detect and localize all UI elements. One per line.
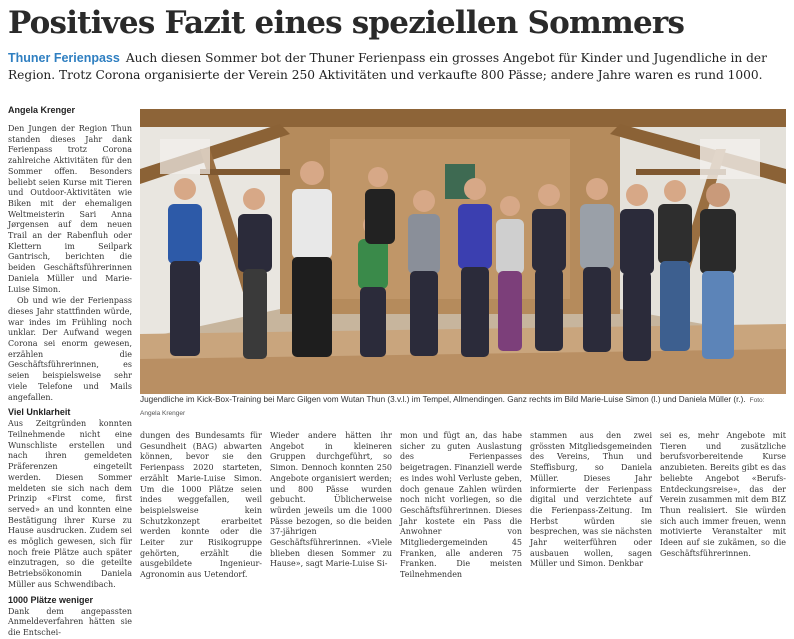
paragraph: Wieder andere hätten ihr Angebot in kleineren Gruppen durchgeführt, so Simon. Dennoch konnten 250 Angebote organisiert werden; und 800 Pässe wurden gebucht. Üblicherweise würden jeweils um die 1000 Pässe bezogen, so die beiden 37-jährigen Geschäftsführerinnen. «Viele blieben diesen Sommer zu Hause», sagt Marie-Luise Si-	[270, 431, 392, 569]
subheading: Viel Unklarheit	[8, 407, 71, 418]
paragraph: Den Jungen der Region Thun standen dieses Jahr dank Ferienpass trotz Corona zahlreiche Aktivitäten für den Sommer offen. Besonders beliebt seien Kurse mit Tieren und Outdoor-Aktivitäten wie Biken mit der ehemaligen Weltmeisterin Sari Anna Jørgensen auf dem neuen Trail an der Rabenfluh oder Klettern im Seilpark Gantrisch, berichten die beiden Geschäftsführerinnen Daniela Müller und Marie-Luise Simon.	[8, 124, 132, 294]
lead-text: Auch diesen Sommer bot der Thuner Ferienpass ein grosses Angebot für Kinder und Jugendliche in der Region. Trotz Corona organisierte der Verein 250 Aktivitäten und verkaufte 800 Pässe; andere Jahre waren es rund 1000.	[8, 51, 767, 82]
paragraph: sei es, mehr Angebote mit Tieren und zusätzliche berufsvorbereitende Kurse anzubieten. Bereits gibt es das beliebte Angebot «Berufs-Entdeckungsreise», das der Verein zusammen mit dem BIZ Thun realisiert. Sie würden sich auch immer freuen, wenn motivierte Veranstalter mit Ideen auf sie zukämen, so die Geschäftsführerinnen.	[660, 431, 786, 558]
caption-text: Jugendliche im Kick-Box-Training bei Marc Gilgen vom Wutan Thun (3.v.l.) im Tempel, Allmendingen. Ganz rechts im Bild Marie-Luise Simon (l.) und Daniela Müller (r.).	[140, 395, 746, 404]
paragraph: Ob und wie der Ferienpass dieses Jahr stattfinden würde, war indes im Frühling noch unklar. Der Aufwand wegen Corona sei enorm gewesen, erzählen die Geschäftsführerinnen, es seien beispielsweise sehr viele Telefone und Mails angefallen.	[8, 296, 132, 402]
article-photo	[140, 109, 786, 394]
paragraph: stammen aus den zwei grössten Mitgliedsgemeinden des Vereins, Thun und Steffisburg, so Daniela Müller. Dieses Jahr informierte der Ferienpass digital und verzichtete auf die Ferienpass-Zeitung. Im Herbst würden sie besprechen, was sie nächsten Jahr weiterführen oder ausbauen wollen, sagen Müller und Simon. Denkbar	[530, 431, 652, 569]
lead-paragraph	[8, 50, 788, 84]
paragraph: Aus Zeitgründen konnten Teilnehmende nicht eine Wunschliste erstellen und nach ihren gemeldeten Präferenzen eingeteilt werden. Diesen Sommer meldeten sie sich nach dem Prinzip «First come, first served» an und konnten eine Bestätigung ihrer Kurse zu Hause ausdrucken. Zudem sei es möglich gewesen, sich für noch freie Plätze auch später einzutragen, so die geteilte Betriebsökonomin Daniela Müller aus Schwendibach.	[8, 419, 132, 589]
headline: Positives Fazit eines speziellen Sommers	[8, 5, 685, 41]
article-column-3	[270, 431, 392, 569]
article-column-5	[530, 431, 652, 569]
author-byline: Angela Krenger	[8, 105, 76, 115]
article-column-6	[660, 431, 786, 558]
photo-credit: Foto: Angela Krenger	[140, 397, 765, 417]
photo-caption	[140, 394, 786, 419]
paragraph: Dank dem angepassten Anmeldeverfahren hätten sie die Entschei-	[8, 606, 132, 637]
kicker: Thuner Ferienpass	[8, 51, 120, 65]
photo-kickbox-training	[140, 109, 786, 394]
article-column-4	[400, 431, 522, 580]
paragraph: dungen des Bundesamts für Gesundheit (BAG) abwarten können, bevor sie den Ferienpass 2020 starteten, erzählt Marie-Luise Simon. Um die 1000 Plätze seien indes weggefallen, weil beispielsweise kein Schutzkonzept erarbeitet werden konnte oder die Leiter zur Risikogruppe gehörten, erzählt die ausgebildete Ingenieur-Agronomin aus Uetendorf.	[140, 431, 262, 580]
paragraph: mon und fügt an, das habe sicher zu guten Auslastung des Ferienpasses beigetragen. Finanziell werde es indes wohl Verluste geben, doch genaue Zahlen würden noch nicht vorliegen, so die Geschäftsführerinnen. Dieses Jahr kostete ein Pass die Anwohner von Mitgliedergemeinden 45 Franken, alle anderen 75 Franken. Die meisten Teilnehmenden	[400, 431, 522, 580]
article-column-2	[140, 431, 262, 580]
subheading: 1000 Plätze weniger	[8, 594, 94, 605]
article-column-1	[8, 124, 132, 637]
